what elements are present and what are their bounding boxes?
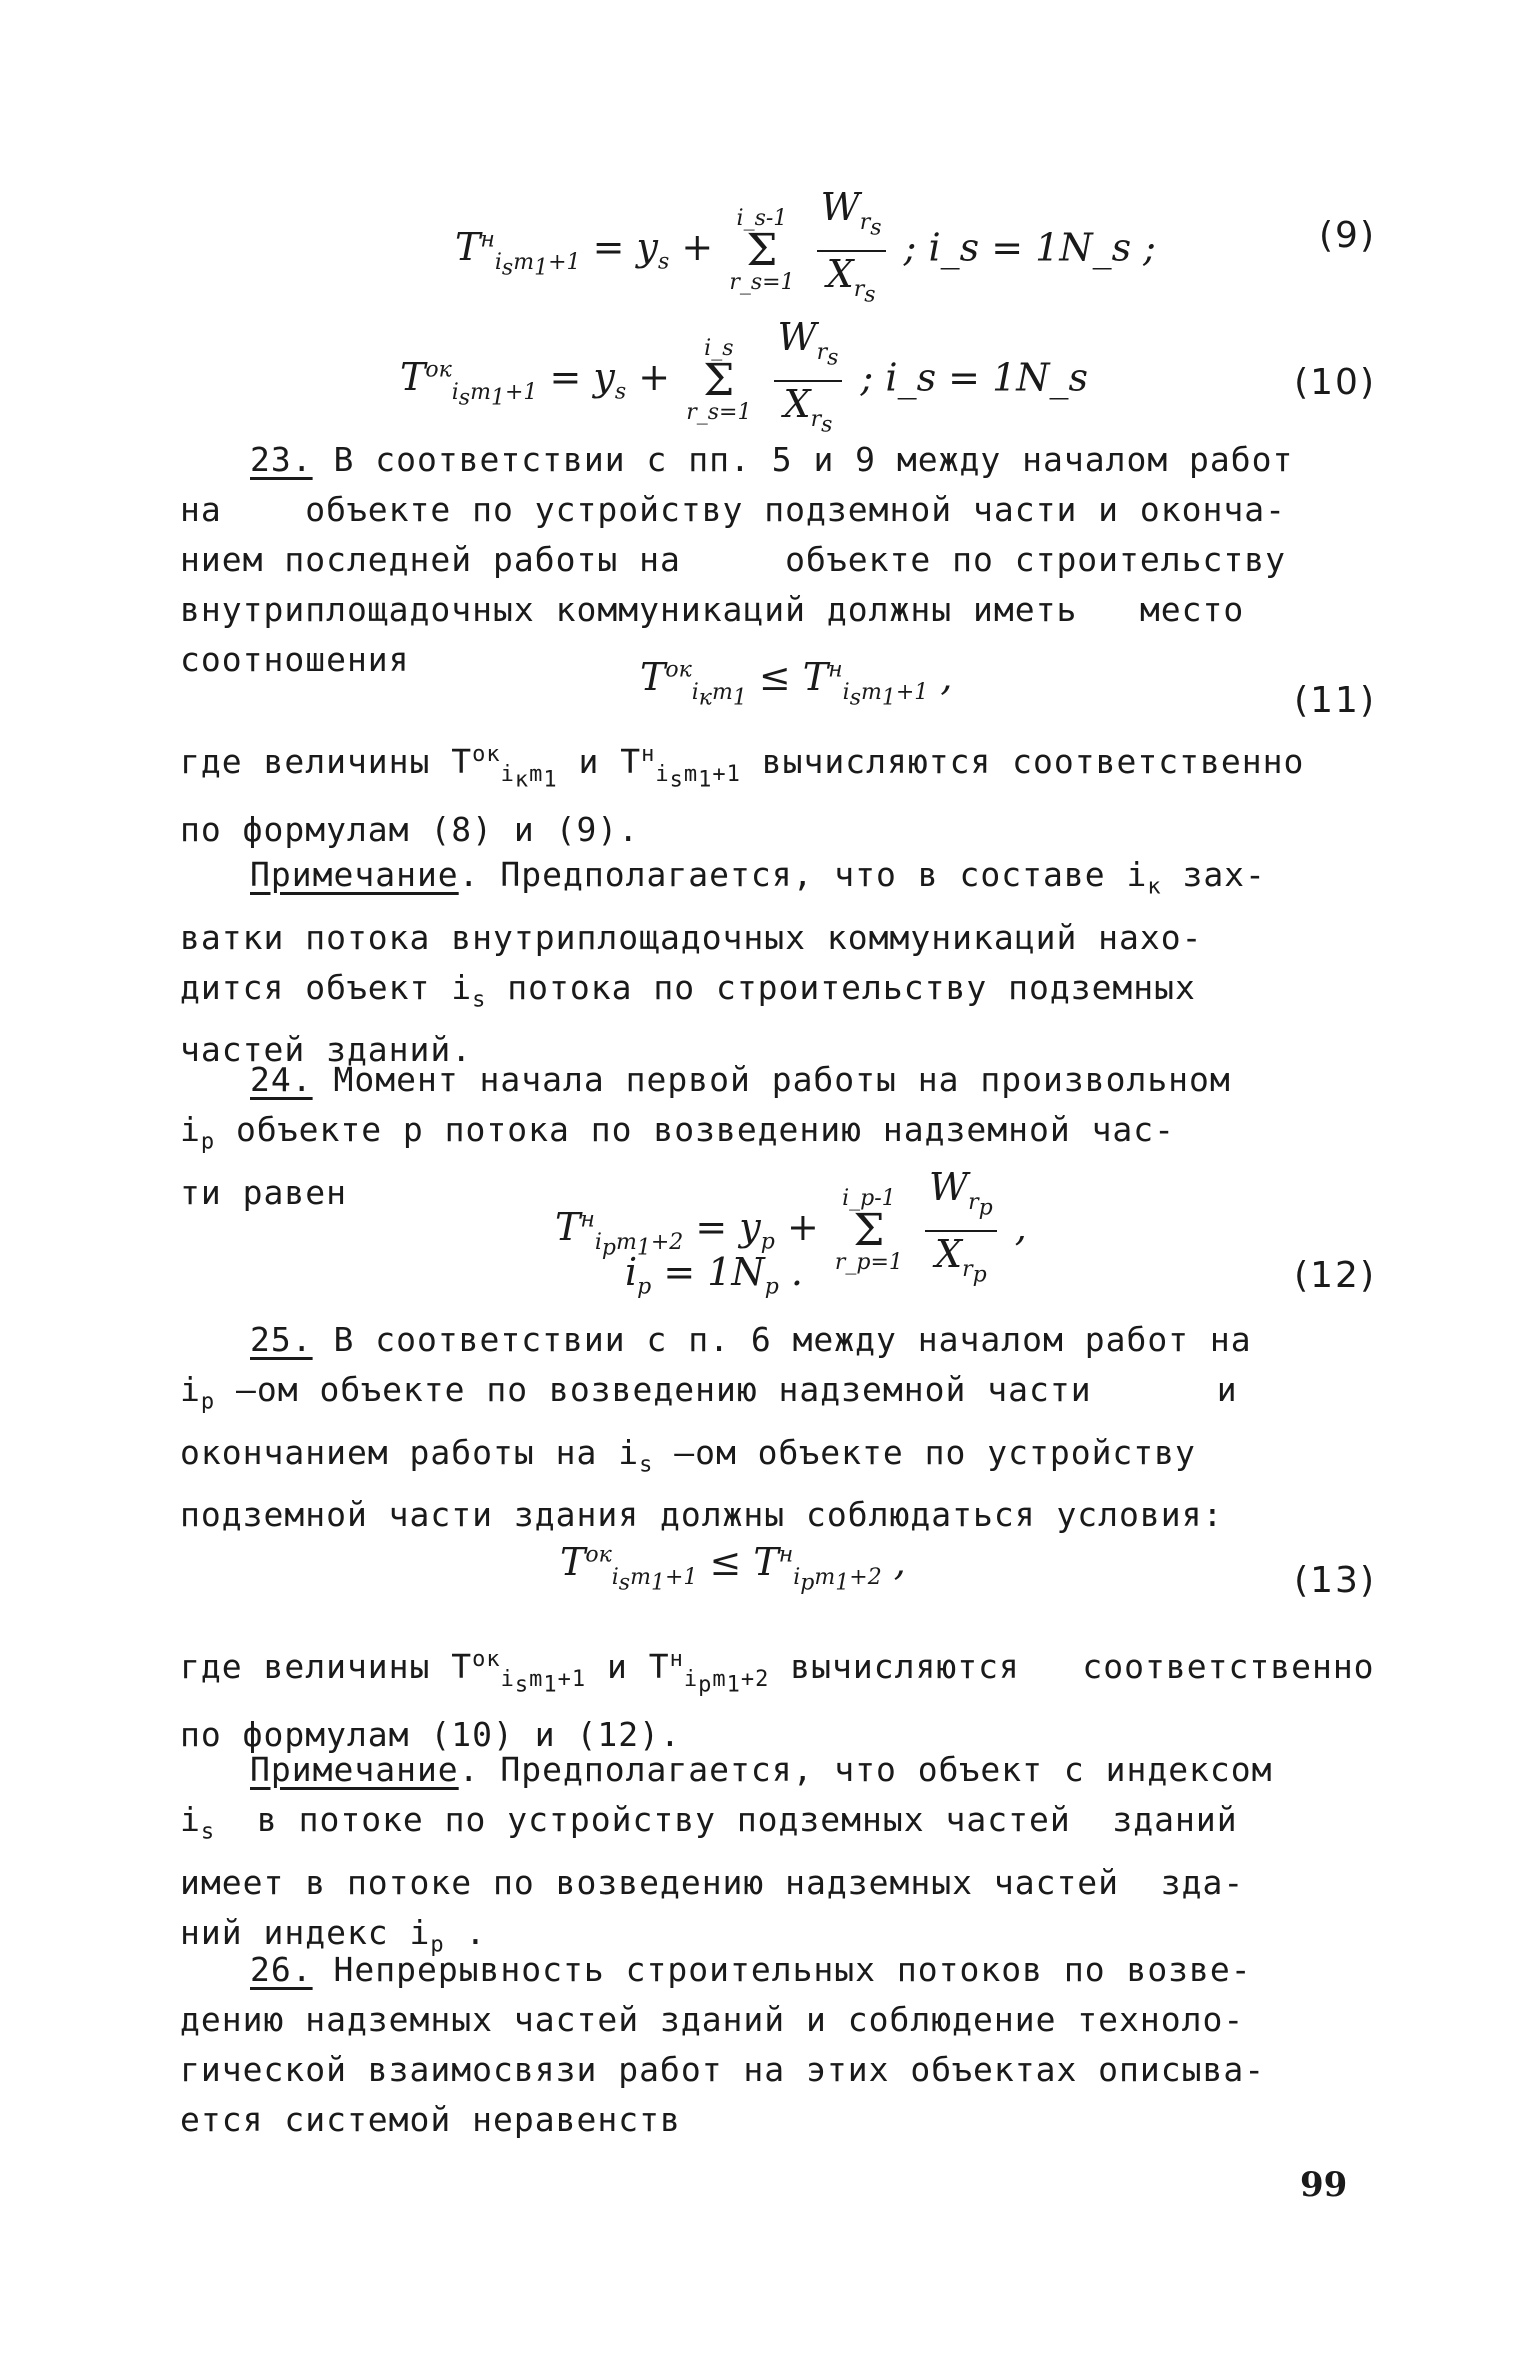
formula-10-fraction: $\frac{W_{r_s}}{X_{r_s}}$ [774,315,843,447]
paragraph-23-line-3: нием последней работы на объекте по строительству [180,540,1286,579]
note-1 [180,850,1380,1075]
note-1-line-2: ватки потока внутриплощадочных коммуникаций нахо- [180,917,1203,957]
paragraph-23-where-line-2: по формулам (8) и (9). [180,809,640,849]
paragraph-25-where-line-1: где величины $T^{ок}_{i_sm_1+1}$ и $T^н_{i_pm_1+2}$ вычисляются соответственно [180,1647,1375,1697]
paragraph-25-line-4: подземной части здания должны соблюдаться условия: [180,1495,1224,1535]
page-number: 99 [1300,2165,1348,2205]
paragraph-25-number: 25. [250,1320,313,1359]
paragraph-26-line-1: Непрерывность строительных потоков по возве- [312,1950,1252,1989]
formula-9-label: (9) [1319,215,1376,256]
note-2-line-2: $i_s$ в потоке по устройству подземных частей зданий [180,1800,1238,1845]
paragraph-26-line-3: гической взаимосвязи работ на этих объектах описыва- [180,2050,1266,2089]
note-1-line-4: частей зданий. [180,1030,473,1070]
formula-12-tail-1: , [1014,1205,1027,1250]
formula-12-label: (12) [1294,1255,1376,1296]
formula-10-lhs: $T^{ок}_{i_sm_1+1}$ [400,355,538,411]
paragraph-23-line-2: на объекте по устройству подземной части и оконча- [180,490,1286,529]
formula-9-lhs: $T^н_{i_sm_1+1}$ [455,225,581,281]
paragraph-25-line-3: окончанием работы на $i_s$ –ом объекте по устройству [180,1432,1196,1478]
note-2-line-4: ний индекс $i_p$ . [180,1912,487,1958]
paragraph-26-number: 26. [250,1950,313,1989]
paragraph-24-line-2: $i_p$ объекте p потока по возведению надземной час- [180,1110,1176,1155]
paragraph-26 [180,1945,1380,2145]
paragraph-26-line-2: дению надземных частей зданий и соблюдение техноло- [180,2000,1245,2039]
paragraph-24-line-3: ти равен [180,1172,347,1212]
paragraph-24-number: 24. [250,1060,313,1099]
formula-9-tail: ; i_s = 1N_s ; [903,225,1156,270]
paragraph-26-line-4: ется системой неравенств [180,2100,681,2139]
note-2-label: Примечание [250,1750,459,1789]
formula-11: $T^{ок}_{i_кm_1} \le T^н_{i_sm_1+1}$ , [640,655,953,710]
formula-9-fraction: $\frac{W_{r_s}}{X_{r_s}}$ [817,185,886,317]
formula-9-eq: = $y_s$ + [592,225,714,276]
formula-10-tail: ; i_s = 1N_s [860,355,1088,400]
formula-9-sum: i_s-1 Σ r_s=1 [729,205,795,295]
paragraph-24-line-1: Момент начала первой работы на произвольном [312,1060,1231,1099]
note-1-label: Примечание [250,855,459,894]
paragraph-25-where [180,1635,1380,1760]
paragraph-25-line-1: В соответствии с п. 6 между началом работ на [312,1320,1252,1359]
paragraph-25 [180,1315,1380,1540]
formula-10-label: (10) [1294,362,1376,403]
paragraph-23 [180,435,1380,685]
formula-11-label: (11) [1294,680,1376,721]
formula-10: $T^{ок}_{i_sm_1+1} = y_s$ + i_s Σ r_s=1 $\frac{W_{r_s}}{X_{r_s}}$ ; i_s = 1N_s [400,315,1088,447]
formula-12: $T^н_{i_pm_1+2} = y_p$ + i_p-1 Σ r_p=1 $\frac{W_{r_p}}{X_{r_p}}$ , [555,1165,1027,1297]
note-2-line-1: . Предполагается, что объект с индексом [458,1750,1273,1789]
paragraph-23-line-1: В соответствии с пп. 5 и 9 между началом работ [333,440,1294,479]
formula-12-range: $i_p = 1N_p$ . [625,1250,803,1300]
note-1-line-3: дится объект $i_s$ потока по строительству подземных [180,967,1196,1013]
note-2 [180,1745,1380,1970]
formula-10-sum: i_s Σ r_s=1 [686,335,752,425]
paragraph-23-where [180,730,1380,855]
formula-12-fraction: $\frac{W_{r_p}}{X_{r_p}}$ [925,1165,997,1297]
formula-13-label: (13) [1294,1560,1376,1601]
paragraph-25-where-line-2: по формулам (10) и (12). [180,1714,681,1754]
paragraph-25-line-2: $i_p$ –ом объекте по возведению надземной части и [180,1370,1238,1415]
note-1-line-1: . Предполагается, что в составе $i_к$ зах- [458,855,1266,900]
formula-9 [455,185,1156,317]
formula-12-sum: i_p-1 Σ r_p=1 [834,1185,903,1275]
paragraph-23-line-4: внутриплощадочных коммуникаций должны иметь место [180,590,1245,629]
note-2-line-3: имеет в потоке по возведению надземных частей зда- [180,1862,1245,1902]
paragraph-23-number: 23. [250,440,313,479]
paragraph-23-line-5: соотношения [180,640,410,679]
formula-13: $T^{ок}_{i_sm_1+1} \le T^н_{i_pm_1+2}$ , [560,1540,906,1595]
paragraph-23-where-line-1: где величины $T^{ок}_{i_кm_1}$ и $T^н_{i_sm_1+1}$ вычисляются соответственно [180,742,1305,792]
